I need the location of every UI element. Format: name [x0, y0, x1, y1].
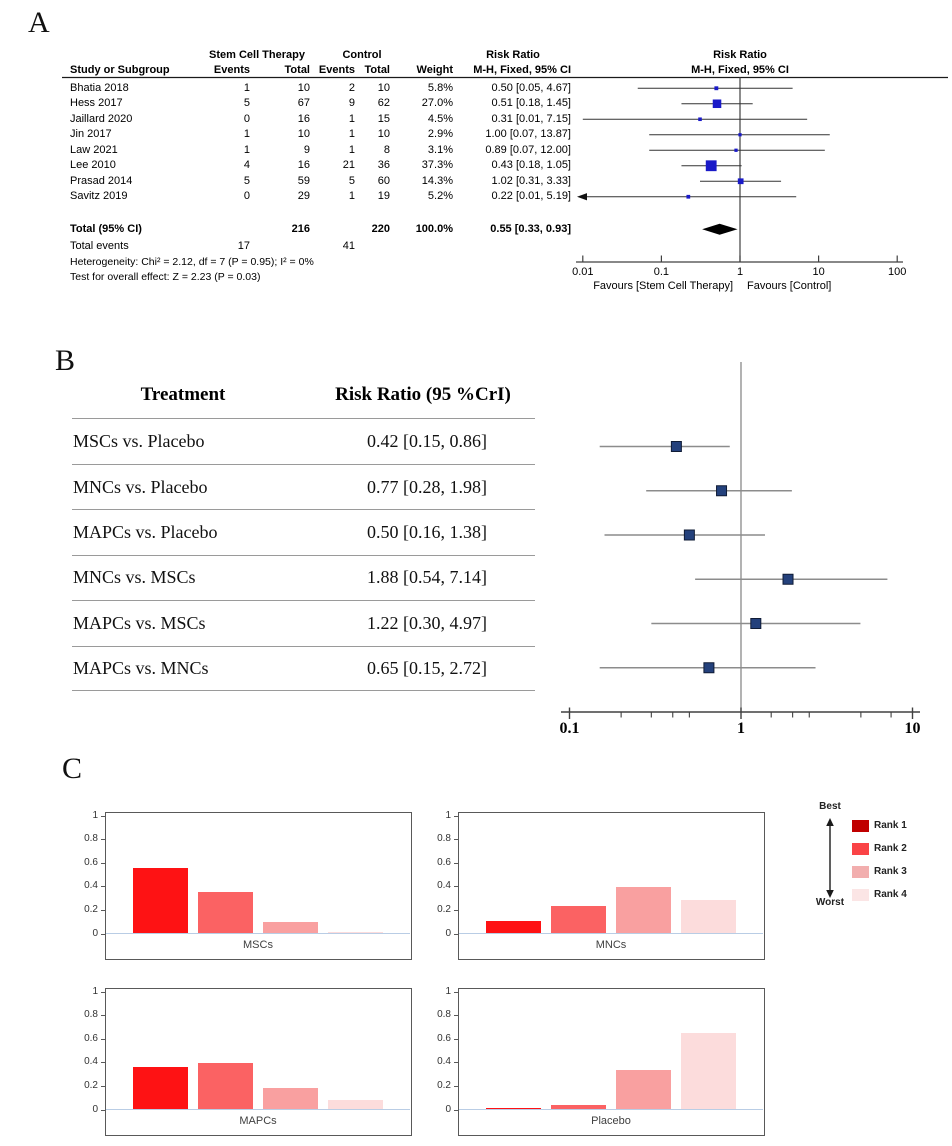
events-treatment: 5 — [243, 174, 250, 187]
comparison-name: MNCs vs. MSCs — [73, 567, 196, 588]
study-name: Savitz 2019 — [70, 190, 128, 202]
total-treatment: 10 — [297, 81, 310, 94]
effect-square — [713, 99, 722, 108]
risk-ratio-cri: 1.22 [0.30, 4.97] — [367, 613, 487, 633]
risk-ratio-cri: 1.88 [0.54, 7.14] — [367, 567, 487, 588]
effect-square — [738, 178, 744, 184]
risk-ratio-ci: 1.02 [0.31, 3.33] — [491, 174, 571, 187]
y-axis-tick-label: 0 — [445, 1103, 451, 1115]
weight-value: 3.1% — [427, 143, 453, 156]
events-control: 1 — [348, 190, 355, 202]
y-axis-tick-label: 0.2 — [84, 1079, 98, 1091]
risk-ratio-cri: 0.77 [0.28, 1.98] — [367, 476, 487, 497]
table-rule-b — [72, 464, 535, 465]
effect-square — [698, 117, 702, 121]
table-rule-b — [72, 646, 535, 647]
effect-square — [714, 86, 718, 90]
x-axis-tick-label-b: 10 — [904, 720, 921, 737]
events-control: 5 — [348, 174, 355, 187]
risk-ratio-ci: 0.50 [0.05, 4.67] — [491, 81, 571, 94]
risk-ratio-ci: 0.22 [0.01, 5.19] — [491, 190, 571, 202]
total-control: 8 — [383, 143, 390, 156]
risk-ratio-cri: 0.42 [0.15, 0.86] — [367, 431, 487, 451]
x-axis-tick-label-a: 1 — [736, 266, 744, 278]
total-control: 10 — [377, 81, 390, 94]
y-axis-tick-label: 1 — [445, 985, 451, 997]
table-rule-b — [72, 555, 535, 556]
risk-ratio-ci: 1.00 [0.07, 13.87] — [485, 128, 571, 140]
col-header-events-treatment: Events — [213, 64, 250, 76]
col-header-events-control: Events — [318, 64, 355, 76]
col-header-weight: Weight — [416, 64, 453, 76]
legend-label-rank-4: Rank 4 — [874, 889, 907, 900]
total-treatment: 9 — [303, 143, 310, 156]
total-control-n: 220 — [371, 222, 390, 235]
weight-value: 5.2% — [427, 190, 453, 202]
y-axis-tick-label: 0.4 — [84, 1056, 98, 1068]
study-name: Law 2021 — [70, 143, 118, 156]
events-treatment: 1 — [243, 143, 250, 156]
comparison-name: MAPCs vs. MNCs — [73, 658, 209, 678]
study-name: Hess 2017 — [70, 97, 123, 109]
events-treatment: 0 — [243, 112, 250, 125]
total-control: 15 — [377, 112, 390, 125]
study-name: Bhatia 2018 — [70, 81, 129, 94]
total-treatment: 67 — [297, 97, 310, 109]
total-control: 10 — [377, 128, 390, 140]
total-control: 36 — [377, 159, 390, 171]
plot-subtitle-mh-fixed-ci: M-H, Fixed, 95% CI — [691, 64, 789, 76]
study-name: Lee 2010 — [70, 159, 116, 171]
total-control: 19 — [377, 190, 390, 202]
col-header-treatment: Treatment — [140, 384, 226, 405]
chart-title: MSCs — [243, 939, 273, 951]
chart-title: MAPCs — [239, 1115, 277, 1127]
y-axis-tick-label: 0.2 — [437, 903, 451, 915]
col-group-risk-ratio: Risk Ratio — [486, 49, 540, 61]
legend-best-label: Best — [819, 801, 841, 812]
comparison-name: MNCs vs. Placebo — [73, 476, 208, 497]
favours-treatment-label: Favours [Stem Cell Therapy] — [593, 280, 733, 292]
y-axis-tick-label: 0.2 — [84, 903, 98, 915]
legend-label-rank-1: Rank 1 — [874, 820, 907, 831]
y-axis-tick-label: 0 — [445, 927, 451, 939]
effect-square-b — [783, 574, 793, 584]
y-axis-tick-label: 0.2 — [437, 1079, 451, 1091]
weight-value: 27.0% — [421, 97, 453, 109]
col-header-study: Study or Subgroup — [70, 64, 170, 76]
y-axis-tick-label: 1 — [92, 809, 98, 821]
y-axis-tick-label: 0.8 — [84, 1009, 98, 1021]
col-group-control: Control — [342, 49, 382, 61]
weight-value: 14.3% — [421, 174, 453, 187]
x-axis-tick-label-a: 10 — [812, 266, 825, 278]
total-label: Total (95% CI) — [70, 222, 142, 235]
weight-value: 37.3% — [421, 159, 453, 171]
table-rule-b — [72, 418, 535, 419]
legend-label-rank-3: Rank 3 — [874, 866, 907, 877]
y-axis-tick-label: 0.8 — [84, 833, 98, 845]
heterogeneity-stat: Heterogeneity: Chi² = 2.12, df = 7 (P = 0.95); I² = 0% — [70, 256, 314, 268]
study-name: Jaillard 2020 — [70, 112, 133, 125]
y-axis-tick-label: 0.6 — [437, 1032, 451, 1044]
effect-square-b — [671, 442, 681, 452]
risk-ratio-cri: 0.50 [0.16, 1.38] — [367, 521, 487, 542]
risk-ratio-ci: 0.89 [0.07, 12.00] — [485, 143, 571, 156]
total-treatment: 16 — [297, 159, 310, 171]
total-weight: 100.0% — [415, 222, 453, 235]
total-treatment: 29 — [297, 190, 310, 202]
effect-square-b — [684, 530, 694, 540]
panel-a-label: A — [28, 6, 50, 39]
total-diamond — [702, 224, 737, 235]
table-rule-b — [72, 690, 535, 691]
events-treatment: 1 — [243, 128, 250, 140]
overall-effect-stat: Test for overall effect: Z = 2.23 (P = 0.03) — [70, 271, 261, 283]
study-name: Prasad 2014 — [70, 174, 133, 187]
y-axis-tick-label: 0 — [92, 927, 98, 939]
effect-square — [738, 133, 741, 136]
events-treatment: 0 — [243, 190, 250, 202]
effect-square-b — [704, 663, 714, 673]
y-axis-tick-label: 0.4 — [84, 880, 98, 892]
events-control: 1 — [348, 112, 355, 125]
col-header-mh-fixed-ci: M-H, Fixed, 95% CI — [473, 64, 571, 76]
legend-worst-label: Worst — [815, 897, 845, 908]
y-axis-tick-label: 1 — [445, 809, 451, 821]
effect-square — [686, 195, 690, 199]
chart-title: MNCs — [595, 939, 627, 951]
panel-b-label: B — [55, 344, 76, 377]
col-header-total-treatment: Total — [284, 64, 310, 76]
col-header-total-control: Total — [364, 64, 390, 76]
total-control: 62 — [377, 97, 390, 109]
comparison-name: MAPCs vs. Placebo — [73, 521, 218, 542]
x-axis-tick-label-a: 0.1 — [653, 266, 670, 278]
total-events-control: 41 — [342, 240, 355, 252]
legend-label-rank-2: Rank 2 — [874, 843, 907, 854]
y-axis-tick-label: 0.4 — [437, 1056, 451, 1068]
total-treatment-n: 216 — [291, 222, 310, 235]
y-axis-tick-label: 1 — [92, 985, 98, 997]
risk-ratio-ci: 0.43 [0.18, 1.05] — [491, 159, 571, 171]
effect-square-b — [751, 619, 761, 629]
events-treatment: 1 — [243, 81, 250, 94]
events-treatment: 4 — [243, 159, 250, 171]
y-axis-tick-label: 0.4 — [437, 880, 451, 892]
risk-ratio-ci: 0.51 [0.18, 1.45] — [491, 97, 571, 109]
x-axis-tick-label-a: 100 — [888, 266, 907, 278]
events-control: 9 — [348, 97, 355, 109]
favours-control-label: Favours [Control] — [747, 280, 832, 292]
risk-ratio-ci: 0.31 [0.01, 7.15] — [491, 112, 571, 125]
y-axis-tick-label: 0.6 — [84, 856, 98, 868]
total-treatment: 10 — [297, 128, 310, 140]
y-axis-tick-label: 0.6 — [437, 856, 451, 868]
chart-title: Placebo — [591, 1115, 631, 1127]
x-axis-tick-label-b: 0.1 — [559, 720, 580, 737]
plot-title-risk-ratio: Risk Ratio — [713, 49, 767, 61]
col-group-stem-cell-therapy: Stem Cell Therapy — [209, 49, 305, 61]
y-axis-tick-label: 0.8 — [437, 1009, 451, 1021]
x-axis-tick-label-a: 0.01 — [572, 266, 594, 278]
total-risk-ratio-ci: 0.55 [0.33, 0.93] — [490, 222, 571, 235]
weight-value: 4.5% — [427, 112, 453, 125]
y-axis-tick-label: 0 — [92, 1103, 98, 1115]
total-treatment: 59 — [297, 174, 310, 187]
ci-arrow-left — [577, 193, 587, 200]
y-axis-tick-label: 0.8 — [437, 833, 451, 845]
risk-ratio-cri: 0.65 [0.15, 2.72] — [367, 658, 487, 678]
effect-square-b — [717, 486, 727, 496]
events-control: 21 — [342, 159, 355, 171]
x-axis-tick-label-b: 1 — [737, 720, 745, 737]
comparison-name: MAPCs vs. MSCs — [73, 613, 206, 633]
table-rule-b — [72, 600, 535, 601]
table-rule-b — [72, 509, 535, 510]
study-name: Jin 2017 — [70, 128, 112, 140]
effect-square — [734, 149, 737, 152]
comparison-name: MSCs vs. Placebo — [73, 431, 205, 451]
events-control: 1 — [348, 143, 355, 156]
effect-square — [706, 160, 717, 171]
y-axis-tick-label: 0.6 — [84, 1032, 98, 1044]
events-control: 2 — [348, 81, 355, 94]
events-treatment: 5 — [243, 97, 250, 109]
weight-value: 5.8% — [427, 81, 453, 94]
total-treatment: 16 — [297, 112, 310, 125]
col-header-risk-ratio-cri: Risk Ratio (95 %CrI) — [335, 384, 511, 405]
weight-value: 2.9% — [427, 128, 453, 140]
events-control: 1 — [348, 128, 355, 140]
panel-c-label: C — [62, 752, 83, 785]
total-control: 60 — [377, 174, 390, 187]
total-events-label: Total events — [70, 240, 129, 252]
total-events-treatment: 17 — [237, 240, 250, 252]
